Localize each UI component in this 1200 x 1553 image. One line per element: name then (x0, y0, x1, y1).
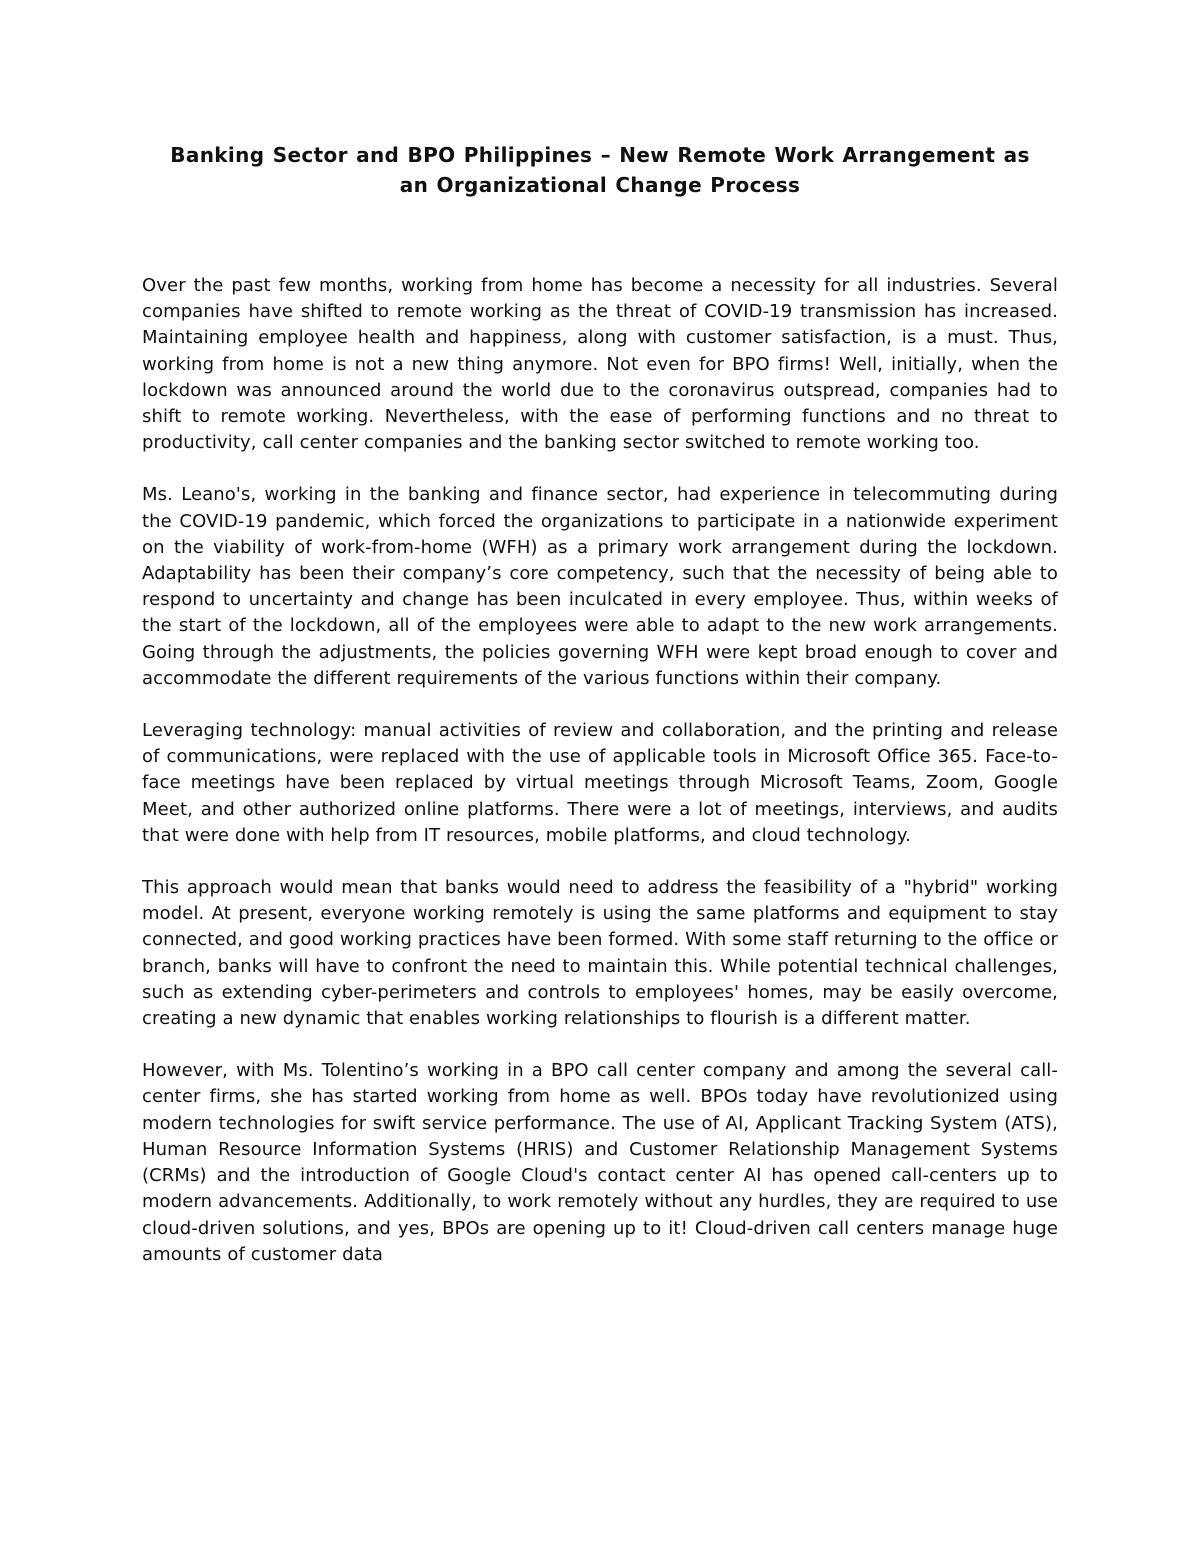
document-title (142, 140, 1058, 200)
paragraph-3: Leveraging technology: manual activities of review and collaboration, and the printing and release of communications, were replaced with the use of applicable tools in Microsoft Office 365. Face-to-face meetings have been replaced by virtual meetings through Microsoft Teams, Zoom, Google Meet, and other authorized online platforms. There were a lot of meetings, interviews, and audits that were done with help from IT resources, mobile platforms, and cloud technology. (142, 720, 1058, 846)
paragraph-2: Ms. Leano's, working in the banking and finance sector, had experience in telecommuting during the COVID-19 pandemic, which forced the organizations to participate in a nationwide experiment on the viability of work-from-home (WFH) as a primary work arrangement during the lockdown. Adaptability has been their company’s core competency, such that the necessity of being able to respond to uncertainty and change has been inculcated in every employee. Thus, within weeks of the start of the lockdown, all of the employees were able to adapt to the new work arrangements. Going through the adjustments, the policies governing WFH were kept broad enough to cover and accommodate the different requirements of the various functions within their company. (142, 484, 1058, 689)
paragraph-5: However, with Ms. Tolentino’s working in a BPO call center company and among the several call-center firms, she has started working from home as well. BPOs today have revolutionized using modern technologies for swift service performance. The use of AI, Applicant Tracking System (ATS), Human Resource Information Systems (HRIS) and Customer Relationship Management Systems (CRMs) and the introduction of Google Cloud's contact center AI has opened call-centers up to modern advancements. Additionally, to work remotely without any hurdles, they are required to use cloud-driven solutions, and yes, BPOs are opening up to it! Cloud-driven call centers manage huge amounts of customer data (142, 1060, 1058, 1265)
document-content (142, 140, 1058, 1268)
paragraph-4: This approach would mean that banks would need to address the feasibility of a "hybrid" working model. At present, everyone working remotely is using the same platforms and equipment to stay connected, and good working practices have been formed. With some staff returning to the office or branch, banks will have to confront the need to maintain this. While potential technical challenges, such as extending cyber-perimeters and controls to employees' homes, may be easily overcome, creating a new dynamic that enables working relationships to flourish is a different matter. (142, 877, 1058, 1030)
document-body (142, 273, 1058, 1268)
document-title-line-2: an Organizational Change Process (399, 173, 801, 197)
document-title-line-1: Banking Sector and BPO Philippines – New Remote Work Arrangement as (170, 143, 1030, 167)
paragraph-1: Over the past few months, working from home has become a necessity for all industries. Several companies have shifted to remote working as the threat of COVID-19 transmission has increased. Maintaining employee health and happiness, along with customer satisfaction, is a must. Thus, working from home is not a new thing anymore. Not even for BPO firms! Well, initially, when the lockdown was announced around the world due to the coronavirus outspread, companies had to shift to remote working. Nevertheless, with the ease of performing functions and no threat to productivity, call center companies and the banking sector switched to remote working too. (142, 275, 1058, 454)
